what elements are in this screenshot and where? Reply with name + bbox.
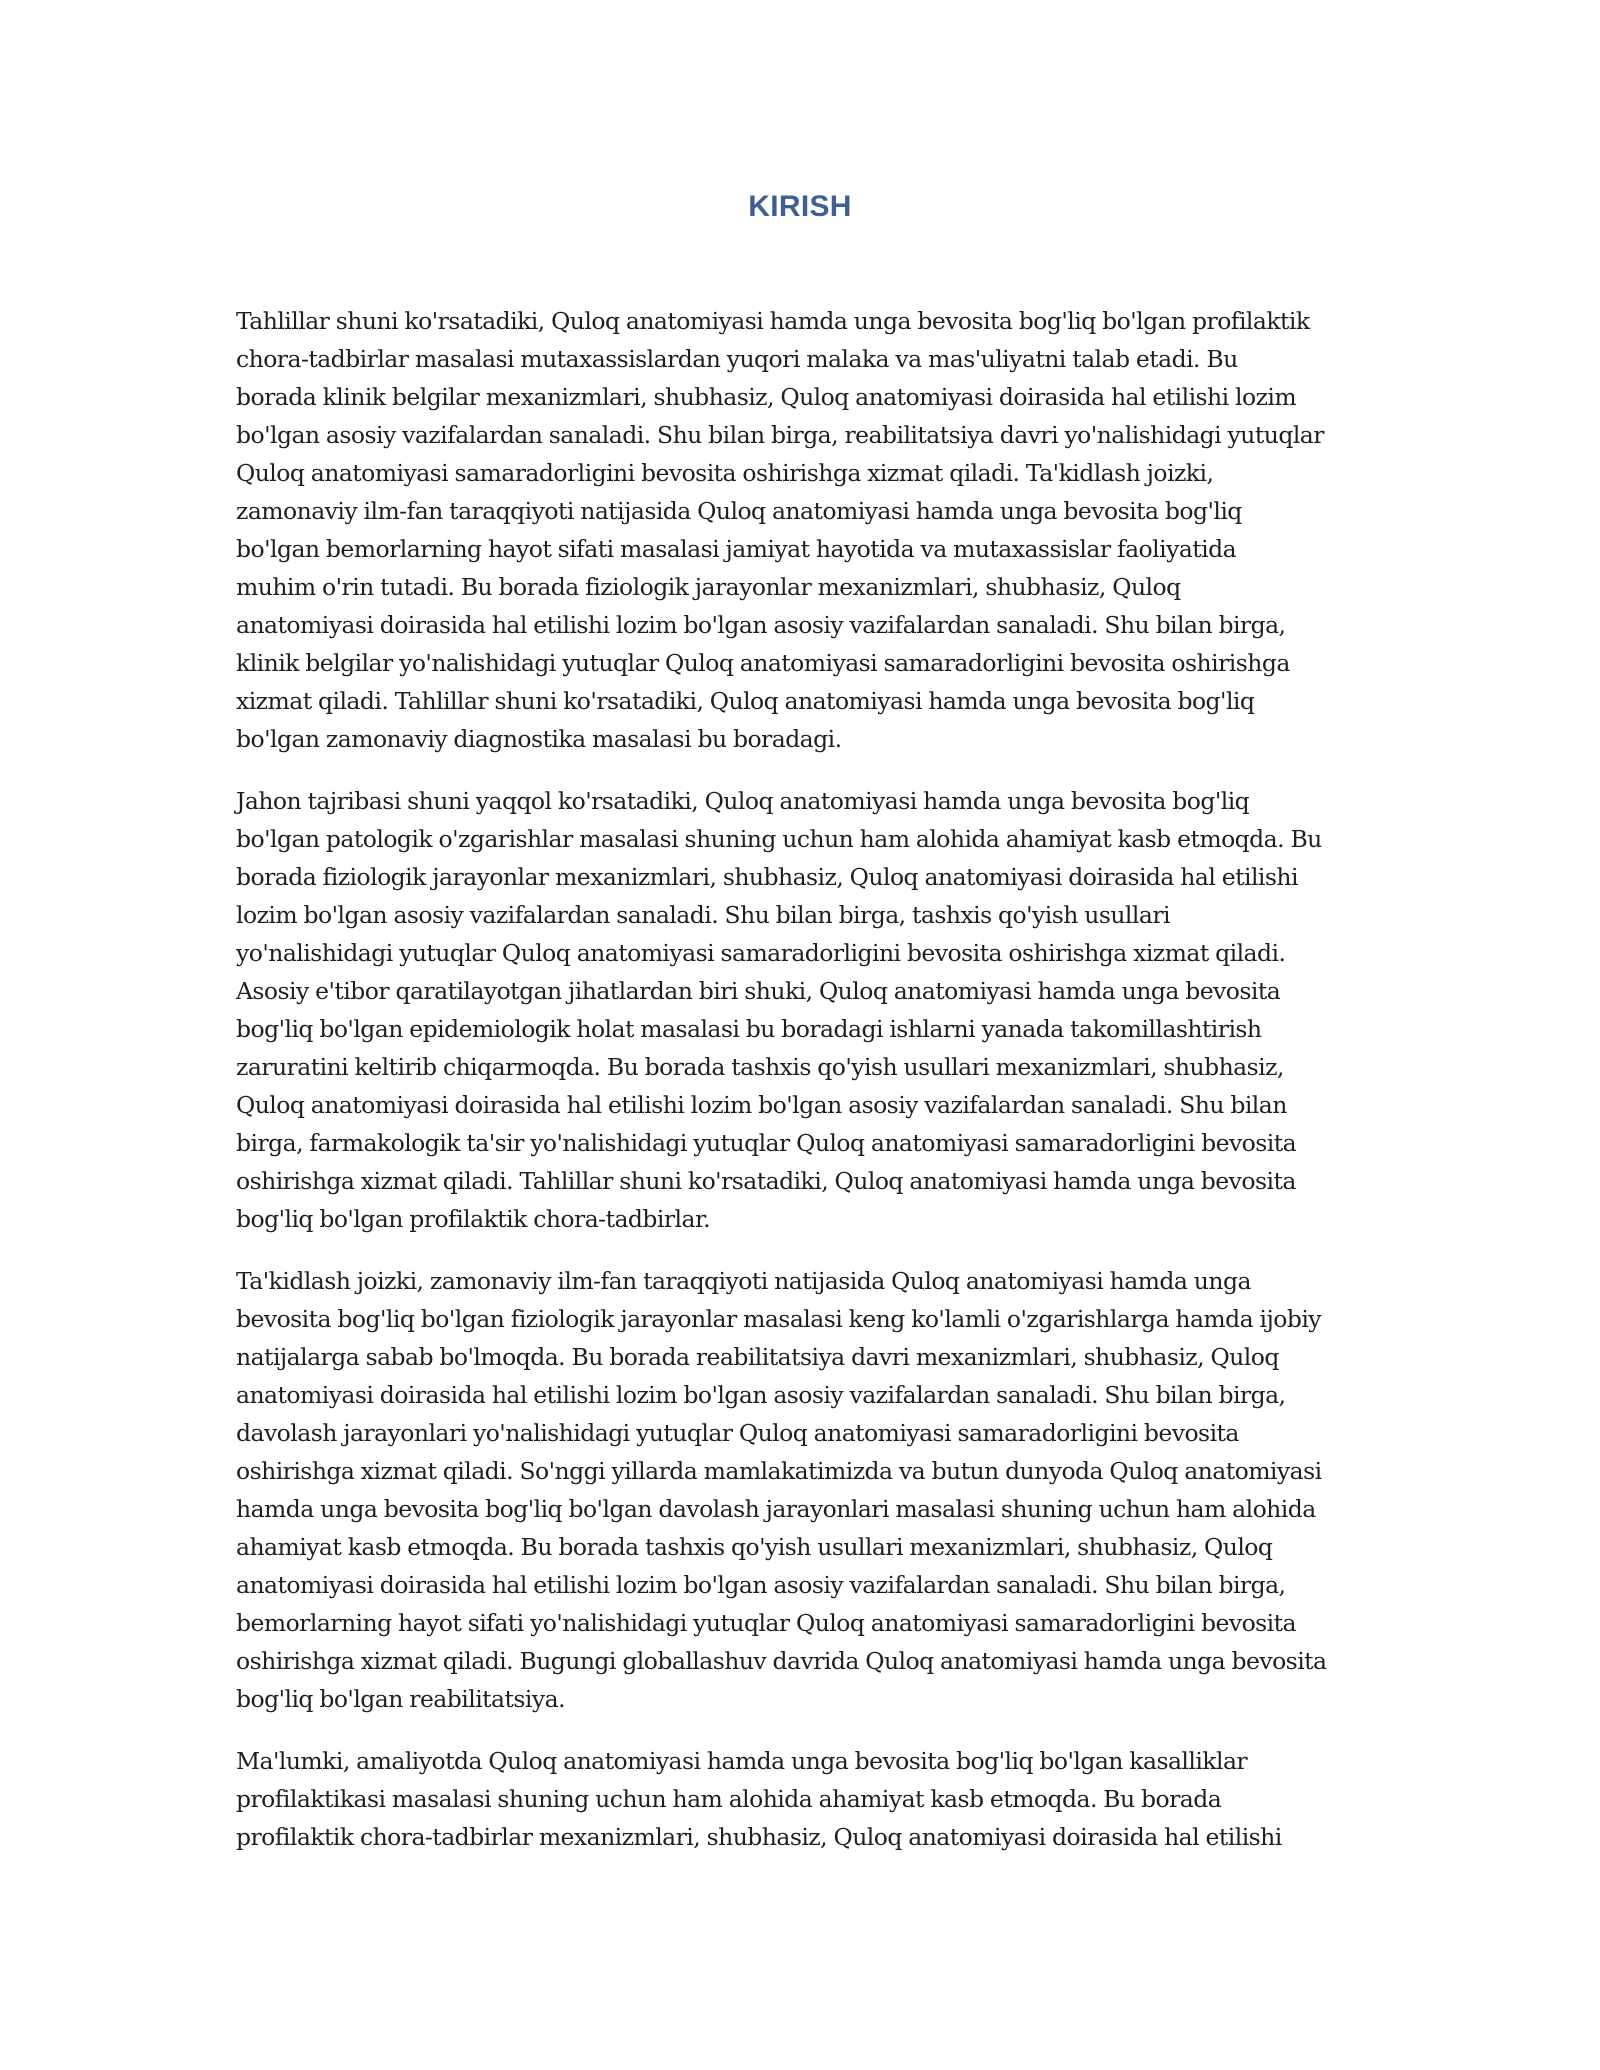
paragraph-2 — [236, 782, 1386, 1238]
text-line: Quloq anatomiyasi samaradorligini bevosita oshirishga xizmat qiladi. Ta'kidlash joizki, — [236, 459, 1214, 487]
text-line: bevosita bog'liq bo'lgan fiziologik jarayonlar masalasi keng ko'lamli o'zgarishlarga hamda ijobiy — [236, 1305, 1322, 1333]
text-line: bemorlarning hayot sifati yo'nalishidagi yutuqlar Quloq anatomiyasi samaradorligini bevosita — [236, 1609, 1296, 1637]
text-line: bog'liq bo'lgan reabilitatsiya. — [236, 1685, 565, 1713]
text-line: profilaktik chora-tadbirlar mexanizmlari, shubhasiz, Quloq anatomiyasi doirasida hal etilishi — [236, 1823, 1282, 1851]
text-line: zaruratini keltirib chiqarmoqda. Bu borada tashxis qo'yish usullari mexanizmlari, shubhasiz, — [236, 1053, 1284, 1081]
text-line: bog'liq bo'lgan profilaktik chora-tadbirlar. — [236, 1205, 711, 1233]
text-line: oshirishga xizmat qiladi. Tahlillar shuni ko'rsatadiki, Quloq anatomiyasi hamda unga bevosita — [236, 1167, 1296, 1195]
text-line: natijalarga sabab bo'lmoqda. Bu borada reabilitatsiya davri mexanizmlari, shubhasiz, Quloq — [236, 1343, 1279, 1371]
text-line: davolash jarayonlari yo'nalishidagi yutuqlar Quloq anatomiyasi samaradorligini bevosita — [236, 1419, 1239, 1447]
text-line: profilaktikasi masalasi shuning uchun ham alohida ahamiyat kasb etmoqda. Bu borada — [236, 1785, 1222, 1813]
paragraph-3 — [236, 1262, 1386, 1718]
text-line: chora-tadbirlar masalasi mutaxassislardan yuqori malaka va mas'uliyatni talab etadi. Bu — [236, 345, 1238, 373]
text-line: xizmat qiladi. Tahlillar shuni ko'rsatadiki, Quloq anatomiyasi hamda unga bevosita bog'liq — [236, 687, 1255, 715]
text-line: oshirishga xizmat qiladi. So'nggi yillarda mamlakatimizda va butun dunyoda Quloq anatomiyasi — [236, 1457, 1322, 1485]
text-line: oshirishga xizmat qiladi. Bugungi globallashuv davrida Quloq anatomiyasi hamda unga bevosita — [236, 1647, 1327, 1675]
text-line: bog'liq bo'lgan epidemiologik holat masalasi bu boradagi ishlarni yanada takomillashtirish — [236, 1015, 1262, 1043]
text-line: anatomiyasi doirasida hal etilishi lozim bo'lgan asosiy vazifalardan sanaladi. Shu bilan birga, — [236, 1571, 1286, 1599]
text-line: hamda unga bevosita bog'liq bo'lgan davolash jarayonlari masalasi shuning uchun ham alohida — [236, 1495, 1316, 1523]
text-line: bo'lgan asosiy vazifalardan sanaladi. Shu bilan birga, reabilitatsiya davri yo'nalishidagi yutuqlar — [236, 421, 1324, 449]
page-title: KIRISH — [748, 190, 852, 223]
body-text — [236, 302, 1386, 1880]
text-line: birga, farmakologik ta'sir yo'nalishidagi yutuqlar Quloq anatomiyasi samaradorligini bevosita — [236, 1129, 1297, 1157]
text-line: Quloq anatomiyasi doirasida hal etilishi lozim bo'lgan asosiy vazifalardan sanaladi. Shu bilan — [236, 1091, 1287, 1119]
text-line: yo'nalishidagi yutuqlar Quloq anatomiyasi samaradorligini bevosita oshirishga xizmat qiladi. — [236, 939, 1286, 967]
text-line: Asosiy e'tibor qaratilayotgan jihatlardan biri shuki, Quloq anatomiyasi hamda unga bevosita — [236, 977, 1281, 1005]
text-line: zamonaviy ilm-fan taraqqiyoti natijasida Quloq anatomiyasi hamda unga bevosita bog'liq — [236, 497, 1242, 525]
text-line: borada klinik belgilar mexanizmlari, shubhasiz, Quloq anatomiyasi doirasida hal etilishi lozim — [236, 383, 1297, 411]
text-line: Ma'lumki, amaliyotda Quloq anatomiyasi hamda unga bevosita bog'liq bo'lgan kasalliklar — [236, 1747, 1248, 1775]
paragraph-4 — [236, 1742, 1386, 1856]
text-line: Ta'kidlash joizki, zamonaviy ilm-fan taraqqiyoti natijasida Quloq anatomiyasi hamda unga — [236, 1267, 1251, 1295]
text-line: Tahlillar shuni ko'rsatadiki, Quloq anatomiyasi hamda unga bevosita bog'liq bo'lgan profilaktik — [236, 307, 1310, 335]
text-line: anatomiyasi doirasida hal etilishi lozim bo'lgan asosiy vazifalardan sanaladi. Shu bilan birga, — [236, 611, 1286, 639]
text-line: bo'lgan patologik o'zgarishlar masalasi shuning uchun ham alohida ahamiyat kasb etmoqda. Bu — [236, 825, 1322, 853]
text-line: Jahon tajribasi shuni yaqqol ko'rsatadiki, Quloq anatomiyasi hamda unga bevosita bog'liq — [236, 787, 1250, 815]
text-line: bo'lgan bemorlarning hayot sifati masalasi jamiyat hayotida va mutaxassislar faoliyatida — [236, 535, 1237, 563]
text-line: klinik belgilar yo'nalishidagi yutuqlar Quloq anatomiyasi samaradorligini bevosita oshirishga — [236, 649, 1290, 677]
text-line: ahamiyat kasb etmoqda. Bu borada tashxis qo'yish usullari mexanizmlari, shubhasiz, Quloq — [236, 1533, 1273, 1561]
text-line: lozim bo'lgan asosiy vazifalardan sanaladi. Shu bilan birga, tashxis qo'yish usullari — [236, 901, 1170, 929]
text-line: muhim o'rin tutadi. Bu borada fiziologik jarayonlar mexanizmlari, shubhasiz, Quloq — [236, 573, 1181, 601]
text-line: anatomiyasi doirasida hal etilishi lozim bo'lgan asosiy vazifalardan sanaladi. Shu bilan birga, — [236, 1381, 1286, 1409]
text-line: bo'lgan zamonaviy diagnostika masalasi bu boradagi. — [236, 725, 842, 753]
text-line: borada fiziologik jarayonlar mexanizmlari, shubhasiz, Quloq anatomiyasi doirasida hal etilishi — [236, 863, 1298, 891]
paragraph-1 — [236, 302, 1386, 758]
